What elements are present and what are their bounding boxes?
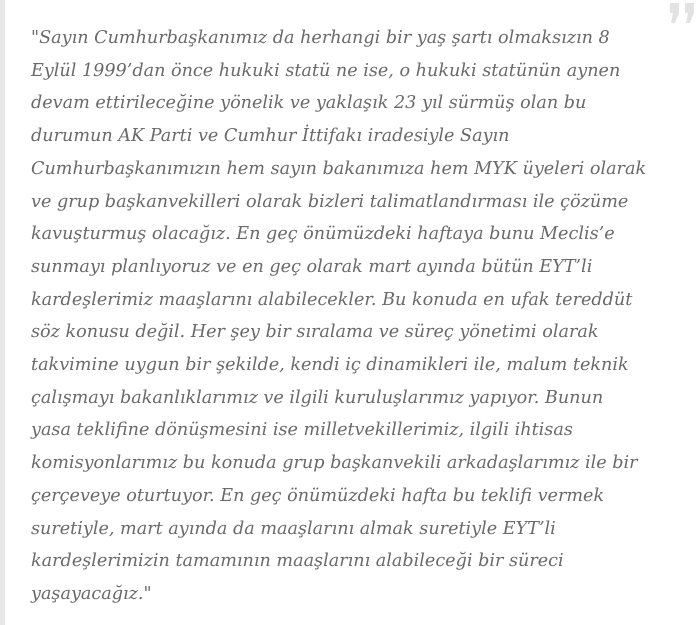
quote-line: takvimine uygun bir şekilde, kendi iç dinamikleri ile, malum teknik [31,355,629,376]
quote-line: suretiyle, mart ayında da maaşlarını almak suretiyle EYT’li [31,518,556,539]
quote-line: kardeşlerimizin tamamının maaşlarını alabileceği bir süreci [31,551,564,572]
quote-line: yasa teklifine dönüşmesini ise milletvekillerimiz, ilgili ihtisas [31,420,573,441]
quote-line: söz konusu değil. Her şey bir sıralama ve süreç yönetimi olarak [31,322,599,343]
quote-line: kavuşturmuş olacağız. En geç önümüzdeki haftaya bunu Meclis’e [31,224,615,245]
quote-line: komisyonlarımız bu konuda grup başkanvekili arkadaşlarımız ile bir [31,453,638,474]
quote-line: "Sayın Cumhurbaşkanımız da herhangi bir yaş şartı olmaksızın 8 [31,28,610,48]
quote-line: Eylül 1999’dan önce hukuki statü ne ise, o hukuki statünün aynen [31,60,621,81]
quote-line: çerçeveye oturtuyor. En geç önümüzdeki hafta bu teklifi vermek [31,485,605,506]
quote-line: çalışmayı bakanlıklarımız ve ilgili kuruluşlarımız yapıyor. Bunun [31,387,604,408]
quote-line: Cumhurbaşkanımızın hem sayın bakanımıza hem MYK üyeleri olarak [31,158,647,179]
quote-line: yaşayacağız." [31,583,152,604]
quote-text [31,22,698,611]
quote-line: durumun AK Parti ve Cumhur İttifakı iradesiyle Sayın [31,126,510,147]
quote-line: devam ettirileceğine yönelik ve yaklaşık 23 yıl sürmüş olan bu [31,93,587,114]
quote-line: ve grup başkanvekilleri olarak bizleri talimatlandırması ile çözüme [31,191,629,212]
quote-line: kardeşlerimiz maaşlarını alabilecekler. Bu konuda en ufak tereddüt [31,289,633,310]
quote-line: sunmayı planlıyoruz ve en geç olarak mart ayında bütün EYT’li [31,256,593,277]
